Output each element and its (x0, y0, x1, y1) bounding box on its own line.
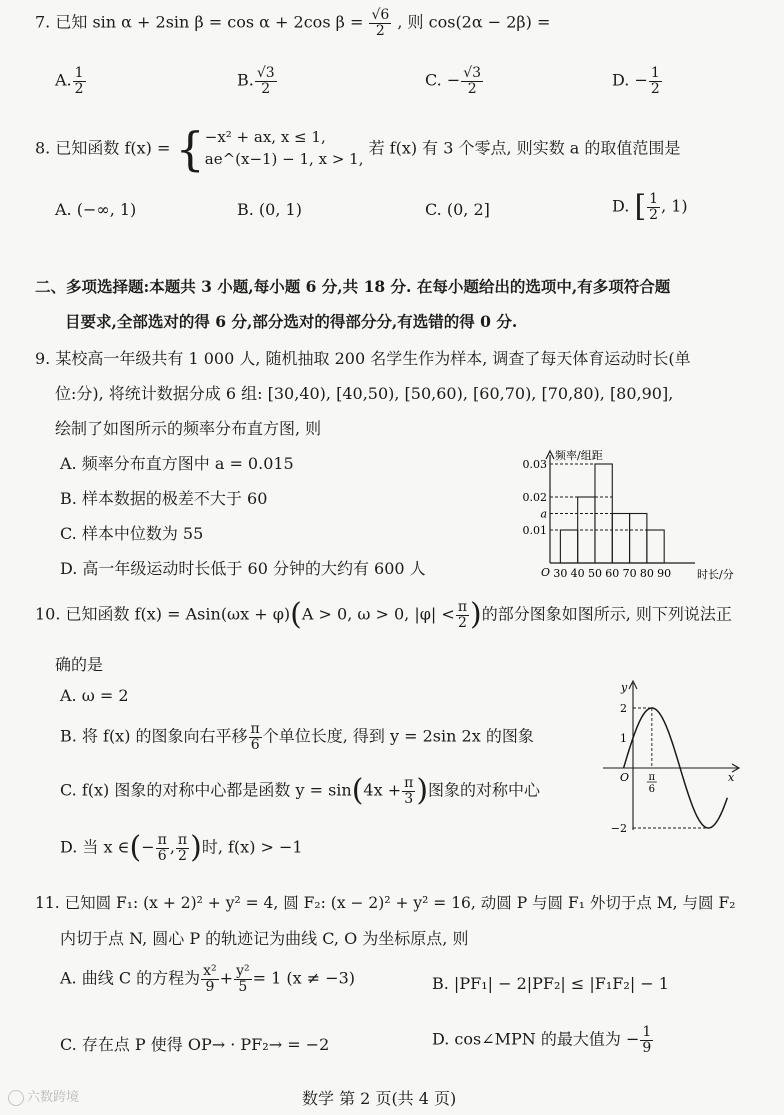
q10-option-c-rparen: ) (416, 773, 429, 809)
q11-option-b: B. |PF₁| − 2|PF₂| ≤ |F₁F₂| − 1 (432, 974, 669, 993)
q11-option-a-b: = 1 (x ≠ −3) (252, 968, 356, 988)
q10-option-b-den: 6 (250, 736, 260, 753)
q7-stem (35, 8, 550, 38)
histo-bar-5 (630, 514, 647, 564)
q10-option-b (60, 722, 534, 752)
histo-y-tick-4: 0.03 (522, 458, 547, 471)
q9-option-a: A. 频率分布直方图中 a = 0.015 (60, 454, 294, 473)
q11-option-a-num-1: x² (203, 963, 217, 979)
q10-stem-a: 10. 已知函数 f(x) = Asin(ωx + φ) (35, 604, 291, 624)
q11-option-c: C. 存在点 P 使得 OP→ · PF₂→ = −2 (60, 1035, 330, 1054)
q7-option-a (55, 66, 87, 96)
q7-option-b-den: 2 (261, 80, 271, 97)
q10-option-c-a: C. f(x) 图象的对称中心都是函数 y = sin (60, 780, 352, 800)
q8-brace: { (175, 122, 205, 176)
sine-origin: O (620, 771, 630, 784)
q11-option-d (432, 1025, 654, 1055)
q10-option-c-b: 图象的对称中心 (428, 780, 541, 800)
q8-piece-1: −x² + ax, x ≤ 1, (204, 128, 326, 147)
q9-option-c: C. 样本中位数为 55 (60, 524, 204, 543)
histo-title: 频率/组距 (555, 449, 603, 462)
q10-option-b-a: B. 将 f(x) 的图象向右平移 (60, 726, 248, 746)
q7-option-d (612, 66, 663, 96)
q8-option-b: B. (0, 1) (237, 200, 302, 219)
q7-option-b-num: √3 (256, 65, 275, 81)
q10-option-d-den-1: 6 (157, 847, 167, 864)
sine-y-tick-2: 1 (620, 732, 627, 745)
q7-option-a-letter: A. (55, 70, 72, 90)
q8-option-d-den: 2 (649, 206, 659, 223)
q7-stem-a: 7. 已知 sin α + 2sin β = cos α + 2cos β = (35, 12, 364, 32)
histo-x-tick-30: 30 (553, 567, 568, 580)
histo-x-tick-70: 70 (622, 567, 637, 580)
q10-lparen: ( (290, 597, 302, 633)
page-footer: 数学 第 2 页(共 4 页) (302, 1089, 457, 1108)
q7-frac (369, 8, 391, 38)
q7-frac-den: 2 (375, 22, 385, 39)
q9-option-b: B. 样本数据的极差不大于 60 (60, 489, 268, 508)
q10-option-c-frac (402, 776, 415, 806)
q11-option-d-a: D. cos∠MPN 的最大值为 − (432, 1029, 640, 1049)
watermark-logo-icon (8, 1090, 24, 1106)
q7-option-c-letter: C. (425, 70, 442, 90)
q7-option-a-frac (73, 66, 86, 96)
histo-bar-6 (647, 530, 664, 563)
q10-line-2: 确的是 (55, 655, 104, 674)
histo-x-tick-80: 80 (639, 567, 654, 580)
q8-option-d-bracket: [ (634, 189, 647, 225)
histo-bar-4 (612, 514, 629, 564)
histo-xlabel: 时长/分 (697, 568, 734, 581)
q10-stem-b: 的部分图象如图所示, 则下列说法正 (481, 604, 732, 624)
q9-line-2: 位:分), 将统计数据分成 6 组: [30,40), [40,50), [50,60), [60,70), [70,80), [80,90], (55, 384, 674, 403)
q7-option-c (425, 66, 484, 96)
q8-option-d (612, 189, 688, 225)
q8-option-a: A. (−∞, 1) (55, 200, 137, 219)
q11-option-a (60, 964, 355, 994)
histo-x-tick-90: 90 (657, 567, 672, 580)
q10-option-d-b: 时, f(x) > −1 (201, 837, 303, 857)
q10-cond-frac (456, 600, 469, 630)
histo-y-tick-2: a (540, 507, 547, 521)
q8-option-d-frac (647, 192, 660, 222)
section-2-line-2: 目要求,全部选对的得 6 分,部分选对的得部分分,有选错的得 0 分. (65, 312, 518, 331)
watermark (8, 1086, 79, 1106)
q11-option-a-num-2: y² (236, 963, 250, 979)
q7-option-d-letter: D. (612, 70, 630, 90)
q10-cond-a: A > 0, ω > 0, |φ| < (301, 604, 455, 624)
q7-option-b-frac (255, 66, 277, 96)
q10-option-d-frac-2 (176, 833, 189, 863)
q8-piecewise (205, 127, 364, 171)
histo-x-tick-50: 50 (587, 567, 602, 580)
q7-option-b-letter: B. (237, 70, 254, 90)
q10-option-d: D. 当 x ∈(− $\frac{\pi}{6}$ , $\frac{\pi}{2}$ )时, f(x) > −1 (60, 830, 303, 866)
sine-xlabel: x (728, 771, 735, 784)
q10-option-c-den: 3 (404, 790, 414, 807)
q10-option-b-frac (249, 722, 262, 752)
q10-option-d-den-2: 2 (178, 847, 187, 864)
q10-option-d-lparen: ( (129, 830, 142, 866)
q10-option-d-num-2: π (177, 832, 188, 848)
watermark-text: 六数跨境 (27, 1090, 80, 1105)
histo-y-tick-1: 0.01 (522, 524, 547, 537)
q7-option-a-num: 1 (74, 65, 84, 81)
q10-sine-graph (598, 675, 748, 835)
q7-option-c-frac (461, 66, 483, 96)
q11-line-1: 11. 已知圆 F₁: (x + 2)² + y² = 4, 圆 F₂: (x − 2)² + y² = 16, 动圆 P 与圆 F₁ 外切于点 M, 与圆 F₂ (35, 894, 736, 912)
sine-x-tick-den: 6 (648, 784, 656, 795)
q10-option-c-num: π (404, 775, 414, 791)
q7-frac-num: √6 (371, 7, 390, 23)
q11-option-a-frac-2 (234, 964, 252, 994)
q7-option-d-den: 2 (650, 80, 660, 97)
q10-cond-num: π (457, 599, 468, 615)
histo-x-tick-40: 40 (570, 567, 585, 580)
q10-option-b-num: π (250, 721, 260, 737)
q11-option-a-frac-1 (201, 964, 219, 994)
q10-option-d-frac-1 (156, 833, 169, 863)
q10-option-d-rparen: ) (190, 830, 202, 866)
q10-option-c-lparen: ( (351, 773, 364, 809)
q7-stem-b: , 则 cos(2α − 2β) = (397, 12, 551, 32)
q7-option-d-num: 1 (650, 65, 660, 81)
q10-option-a: A. ω = 2 (60, 686, 129, 705)
q10-option-c-in: 4x + (363, 780, 402, 800)
q11-line-2: 内切于点 N, 圆心 P 的轨迹记为曲线 C, O 为坐标原点, 则 (60, 929, 469, 948)
sine-x-tick-num: π (648, 772, 656, 783)
q7-option-c-den: 2 (467, 80, 477, 97)
q10-option-d-sign: − (141, 837, 155, 857)
q11-option-a-den-1: 9 (205, 978, 215, 995)
q8-piece-2: ae^(x−1) − 1, x > 1, (204, 150, 364, 168)
q11-option-d-num: 1 (642, 1024, 652, 1040)
q7-option-c-num: √3 (463, 65, 482, 81)
q8-option-d-letter: D. (612, 196, 630, 216)
q8-option-d-rest: , 1) (661, 196, 688, 216)
sine-y-tick-1: 2 (620, 702, 627, 715)
q7-option-a-den: 2 (74, 80, 84, 97)
q11-option-a-den-2: 5 (238, 978, 248, 995)
q8-option-d-num: 1 (649, 191, 659, 207)
q9-option-d: D. 高一年级运动时长低于 60 分钟的大约有 600 人 (60, 559, 426, 578)
q7-option-b (237, 66, 278, 96)
q9-histogram (505, 445, 750, 587)
histo-x-tick-60: 60 (605, 567, 620, 580)
q10-option-c (60, 773, 541, 809)
q7-option-d-sign: − (634, 70, 648, 90)
q8-stem-a: 8. 已知函数 f(x) = (35, 138, 171, 158)
histo-y-tick-3: 0.02 (522, 491, 547, 504)
q9-line-1: 9. 某校高一年级共有 1 000 人, 随机抽取 200 名学生作为样本, 调查了每天体育运动时长(单 (35, 349, 691, 368)
q10-option-b-b: 个单位长度, 得到 y = 2sin 2x 的图象 (262, 726, 534, 746)
histo-origin: O (541, 566, 551, 579)
q8-option-c: C. (0, 2] (425, 200, 490, 219)
q10-option-d-a: D. 当 x ∈ (60, 837, 130, 857)
sine-ylabel: y (621, 681, 628, 694)
q8-stem (35, 122, 681, 176)
section-2-line-1: 二、多项选择题:本题共 3 小题,每小题 6 分,共 18 分. 在每小题给出的选项中,有多项符合题 (35, 277, 671, 296)
q10-rparen: ) (470, 597, 482, 633)
q11-option-a-plus: + (219, 968, 234, 988)
q7-option-d-frac (649, 66, 662, 96)
q11-option-a-a: A. 曲线 C 的方程为 (60, 968, 201, 988)
q9-line-3: 绘制了如图所示的频率分布直方图, 则 (55, 419, 322, 438)
sine-y-tick-3: −2 (610, 822, 627, 835)
q11-option-d-frac (640, 1025, 653, 1055)
q11-option-d-den: 9 (642, 1039, 652, 1056)
q7-option-c-sign: − (446, 70, 461, 90)
q10-stem (35, 597, 732, 633)
q10-cond-den: 2 (457, 614, 467, 631)
q10-option-d-num-1: π (157, 832, 167, 848)
histo-bar-1 (560, 530, 577, 563)
q8-stem-b: 若 f(x) 有 3 个零点, 则实数 a 的取值范围是 (368, 138, 681, 158)
